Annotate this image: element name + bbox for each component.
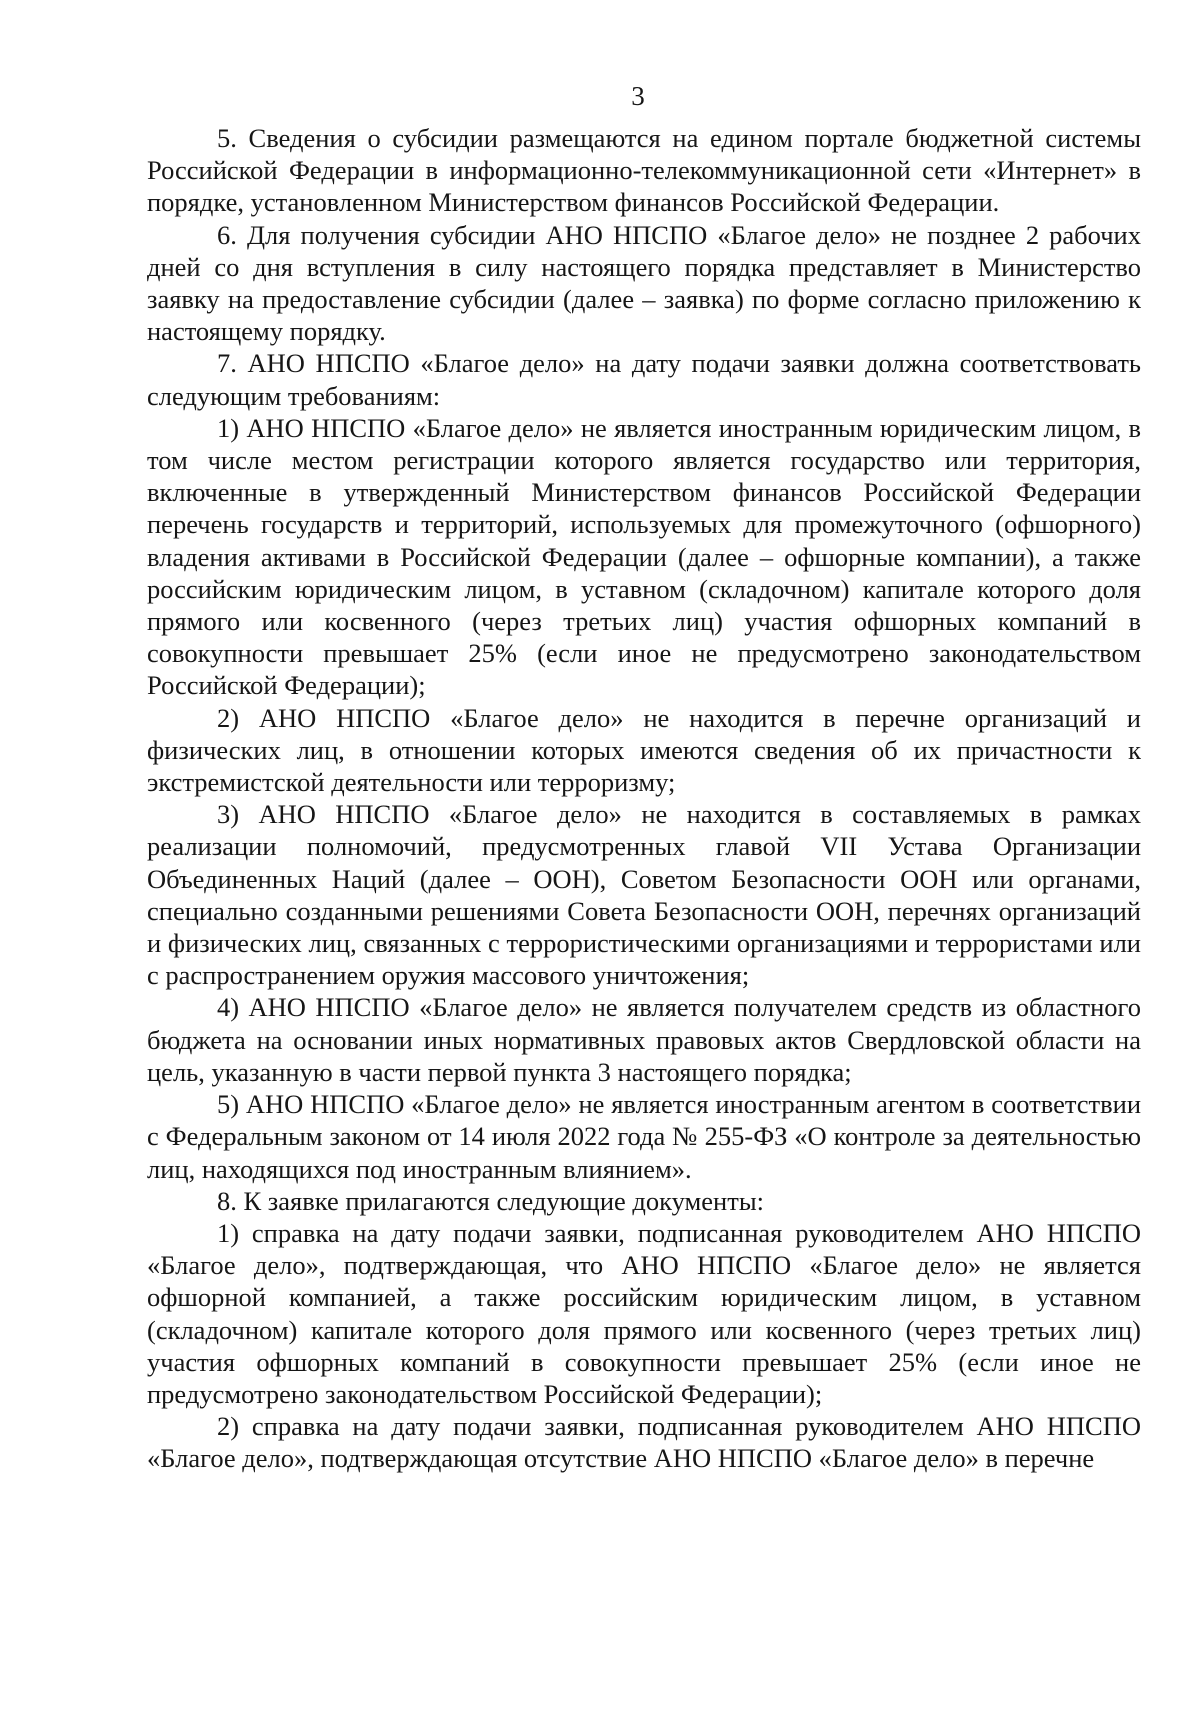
attachment-1-offshore-certificate: 1) справка на дату подачи заявки, подписанная руководителем АНО НПСПО «Благое дело», подтверждающая, что АНО НПСПО «Благое дело» не является офшорной компанией, а также российским юридическим лицом, в уставном (складочном) капитале которого доля прямого или косвенного (через третьих лиц) участия офшорных компаний в совокупности превышает 25% (если иное не предусмотрено законодательством Российской Федерации);	[147, 1217, 1141, 1409]
requirement-4-not-other-funding: 4) АНО НПСПО «Благое дело» не является получателем средств из областного бюджета на основании иных нормативных правовых актов Свердловской области на цель, указанную в части первой пункта 3 настоящего порядка;	[147, 992, 1141, 1087]
attachment-2-list-certificate: 2) справка на дату подачи заявки, подписанная руководителем АНО НПСПО «Благое дело», подтверждающая отсутствие АНО НПСПО «Благое дело» в перечне	[147, 1411, 1141, 1474]
requirement-2-not-extremist-list: 2) АНО НПСПО «Благое дело» не находится в перечне организаций и физических лиц, в отношении которых имеются сведения об их причастности к экстремистской деятельности или терроризму;	[147, 702, 1141, 798]
requirement-1-not-foreign-entity: 1) АНО НПСПО «Благое дело» не является иностранным юридическим лицом, в том числе местом регистрации которого является государство или территория, включенные в утвержденный Министерством финансов Российской Федерации перечень государств и территорий, используемых для промежуточного (офшорного) владения активами в Российской Федерации (далее – офшорные компании), а также российским юридическим лицом, в уставном (складочном) капитале которого доля прямого или косвенного (через третьих лиц) участия офшорных компаний в совокупности превышает 25% (если иное не предусмотрено законодательством Российской Федерации);	[147, 412, 1141, 701]
paragraph-5-subsidy-info: 5. Сведения о субсидии размещаются на едином портале бюджетной системы Российской Федерации в информационно-телекоммуникационной сети «Интернет» в порядке, установленном Министерством финансов Российской Федерации.	[147, 123, 1141, 218]
paragraph-6-application: 6. Для получения субсидии АНО НПСПО «Благое дело» не позднее 2 рабочих дней со дня вступления в силу настоящего порядка представляет в Министерство заявку на предоставление субсидии (далее – заявка) по форме согласно приложению к настоящему порядку.	[147, 219, 1141, 347]
paragraph-7-requirements: 7. АНО НПСПО «Благое дело» на дату подачи заявки должна соответствовать следующим требованиям:	[147, 348, 1141, 411]
paragraph-8-attachments: 8. К заявке прилагаются следующие документы:	[217, 1185, 764, 1216]
requirement-5-not-foreign-agent: 5) АНО НПСПО «Благое дело» не является иностранным агентом в соответствии с Федеральным законом от 14 июля 2022 года № 255-ФЗ «О контроле за деятельностью лиц, находящихся под иностранным влиянием».	[147, 1089, 1141, 1184]
document-body	[147, 122, 1141, 1475]
page-number: 3	[631, 81, 645, 111]
requirement-3-not-un-list: 3) АНО НПСПО «Благое дело» не находится в составляемых в рамках реализации полномочий, предусмотренных главой VII Устава Организации Объединенных Наций (далее – ООН), Советом Безопасности ООН или органами, специально созданными решениями Совета Безопасности ООН, перечнях организаций и физических лиц, связанных с террористическими организациями и террористами или с распространением оружия массового уничтожения;	[147, 799, 1141, 991]
